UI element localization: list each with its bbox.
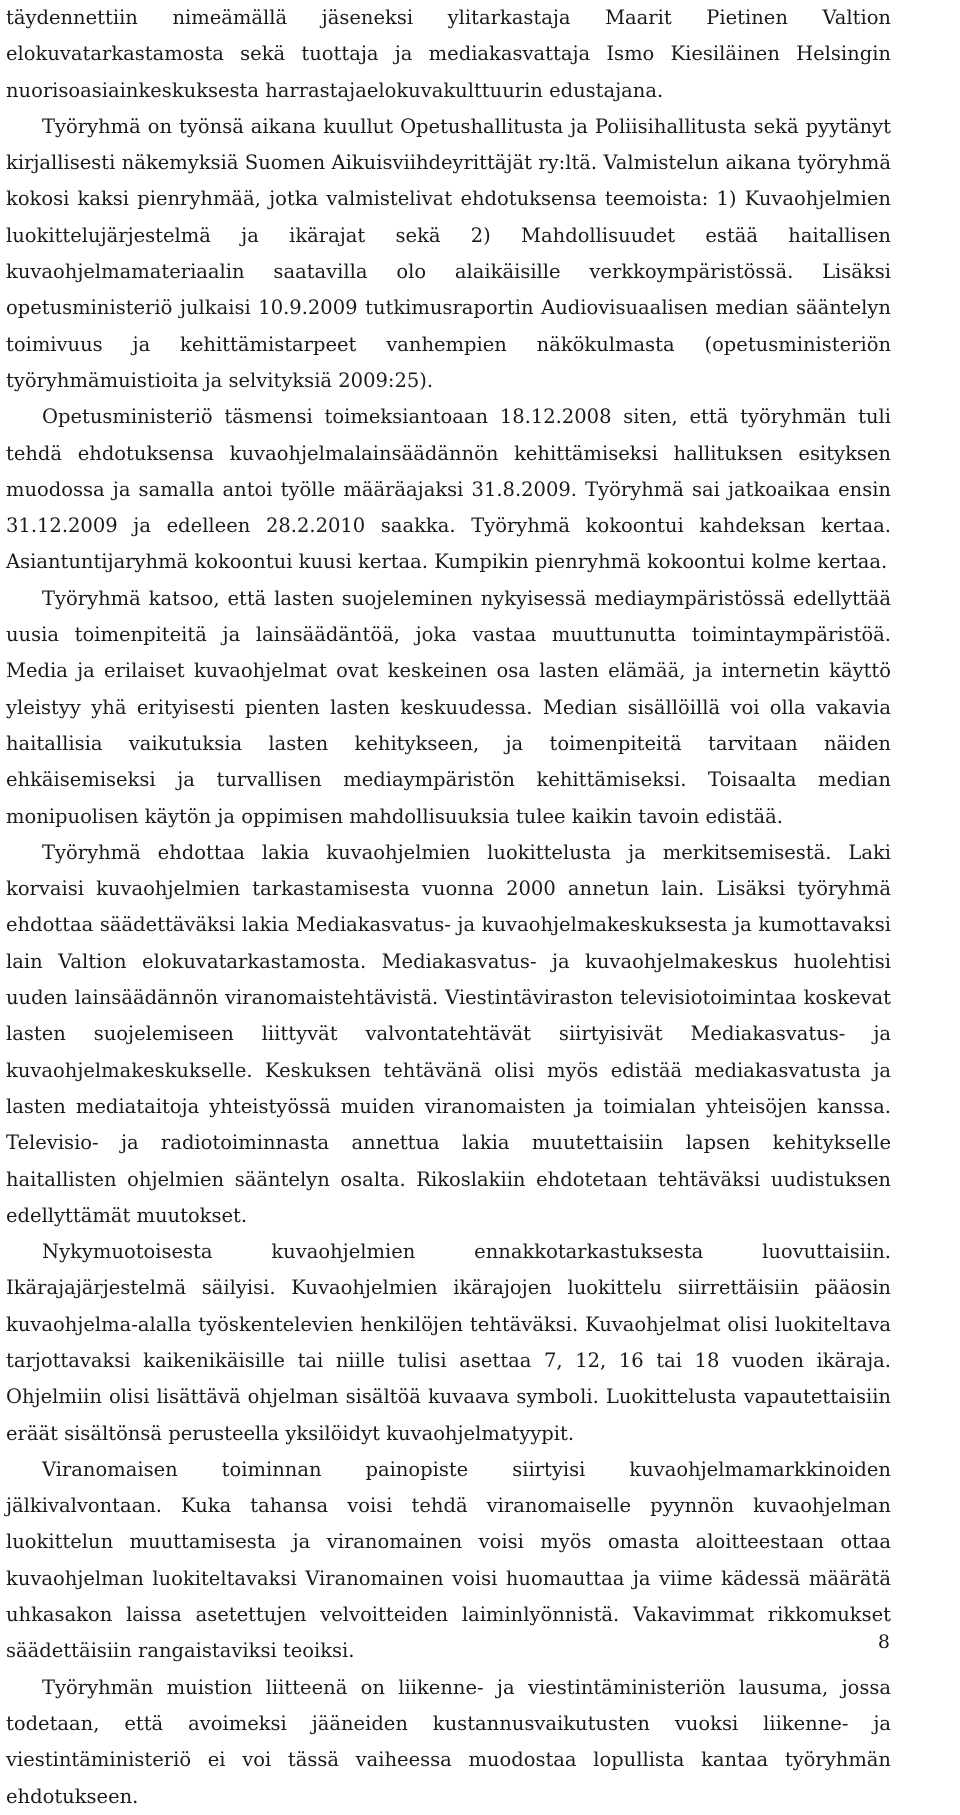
paragraph-5: Työryhmä ehdottaa lakia kuvaohjelmien luokittelusta ja merkitsemisestä. Laki korvaisi kuvaohjelmien tarkastamisesta vuonna 2000 annetun lain. Lisäksi työryhmä ehdottaa säädettäväksi lakia Mediakasvatus- ja kuvaohjelmakeskuksesta ja kumottavaksi lain Valtion elokuvatarkastamosta. Mediakasvatus- ja kuvaohjelmakeskus huolehtisi uuden lainsäädännön viranomaistehtävistä. Viestintäviraston televisiotoimintaa koskevat lasten suojelemiseen liittyvät valvontatehtävät siirtyisivät Mediakasvatus- ja kuvaohjelmakeskukselle. Keskuksen tehtävänä olisi myös edistää mediakasvatusta ja lasten mediataitoja yhteistyössä muiden viranomaisten ja toimialan yhteisöjen kanssa. Televisio- ja radiotoiminnasta annettua lakia muutettaisiin lapsen kehitykselle haitallisten ohjelmien sääntelyn osalta. Rikoslakiin ehdotetaan tehtäväksi uudistuksen edellyttämät muutokset. [6,840,891,1227]
paragraph-3: Opetusministeriö täsmensi toimeksiantoaan 18.12.2008 siten, että työryhmän tuli tehdä ehdotuksensa kuvaohjelmalainsäädännön kehittämiseksi hallituksen esityksen muodossa ja samalla antoi työlle määräajaksi 31.8.2009. Työryhmä sai jatkoaikaa ensin 31.12.2009 ja edelleen 28.2.2010 saakka. Työryhmä kokoontui kahdeksan kertaa. Asiantuntijaryhmä kokoontui kuusi kertaa. Kumpikin pienryhmä kokoontui kolme kertaa. [6,405,891,574]
paragraph-7: Viranomaisen toiminnan painopiste siirtyisi kuvaohjelmamarkkinoiden jälkivalvontaan. Kuka tahansa voisi tehdä viranomaiselle pyynnön kuvaohjelman luokittelun muuttamisesta ja viranomainen voisi myös omasta aloitteestaan ottaa kuvaohjelman luokiteltavaksi Viranomainen voisi huomauttaa ja viime kädessä määrätä uhkasakon laissa asetettujen velvoitteiden laiminlyönnistä. Vakavimmat rikkomukset säädettäisiin rangaistaviksi teoiksi. [6,1457,891,1663]
paragraph-4: Työryhmä katsoo, että lasten suojeleminen nykyisessä mediaympäristössä edellyttää uusia toimenpiteitä ja lainsäädäntöä, joka vastaa muuttunutta toimintaympäristöä. Media ja erilaiset kuvaohjelmat ovat keskeinen osa lasten elämää, ja internetin käyttö yleistyy yhä erityisesti pienten lasten keskuudessa. Median sisällöillä voi olla vakavia haitallisia vaikutuksia lasten kehitykseen, ja toimenpiteitä tarvitaan näiden ehkäisemiseksi ja turvallisen mediaympäristön kehittämiseksi. Toisaalta median monipuolisen käytön ja oppimisen mahdollisuuksia tulee kaikin tavoin edistää. [6,586,891,828]
page-number: 8 [877,1631,890,1653]
paragraph-2: Työryhmä on työnsä aikana kuullut Opetushallitusta ja Poliisihallitusta sekä pyytänyt kirjallisesti näkemyksiä Suomen Aikuisviihdeyrittäjät ry:ltä. Valmistelun aikana työryhmä kokosi kaksi pienryhmää, jotka valmistelivat ehdotuksensa teemoista: 1) Kuvaohjelmien luokittelujärjestelmä ja ikärajat sekä 2) Mahdollisuudet estää haitallisen kuvaohjelmamateriaalin saatavilla olo alaikäisille verkkoympäristössä. Lisäksi opetusministeriö julkaisi 10.9.2009 tutkimusraportin Audiovisuaalisen median sääntelyn toimivuus ja kehittämistarpeet vanhempien näkökulmasta (opetusministeriön työryhmämuistioita ja selvityksiä 2009:25). [6,114,891,392]
paragraph-6: Nykymuotoisesta kuvaohjelmien ennakkotarkastuksesta luovuttaisiin. Ikärajajärjestelmä säilyisi. Kuvaohjelmien ikärajojen luokittelu siirrettäisiin pääosin kuvaohjelma-alalla työskentelevien henkilöjen tehtäväksi. Kuvaohjelmat olisi luokiteltava tarjottavaksi kaikenikäisille tai niille tulisi asettaa 7, 12, 16 tai 18 vuoden ikäraja. Ohjelmiin olisi lisättävä ohjelman sisältöä kuvaava symboli. Luokittelusta vapautettaisiin eräät sisältönsä perusteella yksilöidyt kuvaohjelmatyypit. [6,1240,891,1445]
paragraph-8: Työryhmän muistion liitteenä on liikenne- ja viestintäministeriön lausuma, jossa todetaan, että avoimeksi jääneiden kustannusvaikutusten vuoksi liikenne- ja viestintäministeriö ei voi tässä vaiheessa muodostaa lopullista kantaa työryhmän ehdotukseen. [6,1675,891,1808]
body-text [6,0,891,1815]
paragraph-1: täydennettiin nimeämällä jäseneksi ylitarkastaja Maarit Pietinen Valtion elokuvatarkastamosta sekä tuottaja ja mediakasvattaja Ismo Kiesiläinen Helsingin nuorisoasiainkeskuksesta harrastajaelokuvakulttuurin edustajana. [6,6,891,102]
